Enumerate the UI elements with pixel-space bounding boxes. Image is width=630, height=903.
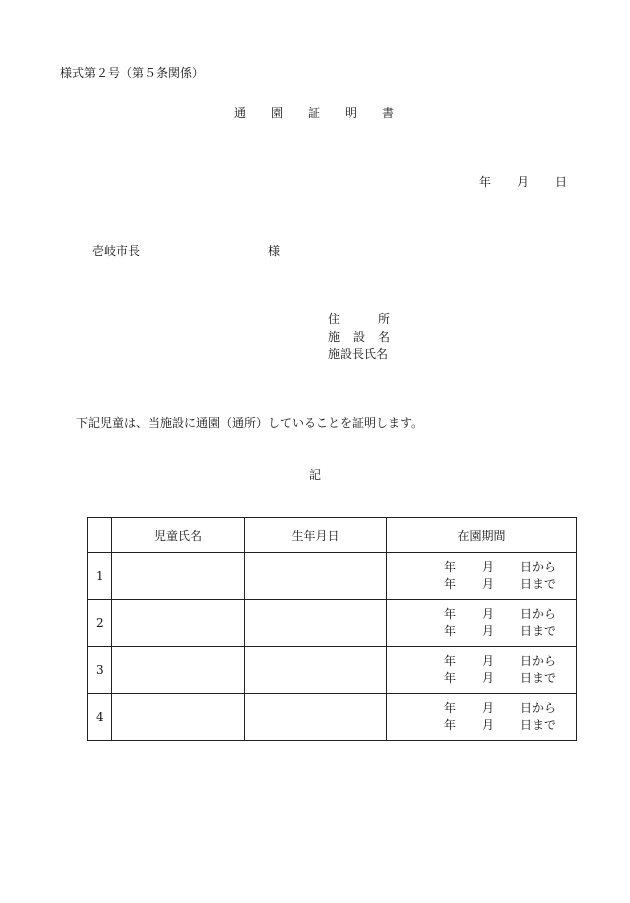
period-from	[444, 559, 558, 576]
year-label: 年	[444, 560, 457, 574]
period-to	[444, 576, 558, 593]
date-year-label: 年	[479, 175, 492, 189]
day-from-label: 日から	[520, 560, 557, 574]
address-label	[328, 312, 390, 326]
year-label: 年	[444, 654, 457, 668]
table-row	[88, 647, 577, 694]
title-char: 書	[381, 106, 394, 120]
month-label: 月	[482, 577, 495, 591]
header-enrollment-period: 在園期間	[387, 518, 577, 553]
day-from-label: 日から	[520, 701, 557, 715]
month-label: 月	[482, 718, 495, 732]
birth-date-cell	[245, 600, 387, 647]
birth-date-cell	[245, 694, 387, 741]
period-from	[444, 653, 558, 670]
day-from-label: 日から	[520, 654, 557, 668]
period-to	[444, 717, 558, 734]
date-month-label: 月	[516, 175, 529, 189]
day-to-label: 日まで	[520, 671, 557, 685]
table-row	[88, 600, 577, 647]
year-label: 年	[444, 624, 457, 638]
year-label: 年	[444, 718, 457, 732]
recipient-name: 壱岐市長	[92, 244, 141, 258]
row-number: 3	[88, 647, 112, 694]
table-header-row	[88, 518, 577, 553]
row-number: 1	[88, 553, 112, 600]
recipient-honorific: 様	[268, 244, 281, 258]
year-label: 年	[444, 671, 457, 685]
day-to-label: 日まで	[520, 577, 557, 591]
period-from	[444, 700, 558, 717]
address-label-char: 所	[377, 312, 390, 326]
children-table	[87, 517, 577, 741]
day-to-label: 日まで	[520, 718, 557, 732]
header-birth-date: 生年月日	[245, 518, 387, 553]
row-number: 2	[88, 600, 112, 647]
child-name-cell	[112, 600, 245, 647]
director-name-label: 施設長氏名	[328, 347, 389, 361]
month-label: 月	[482, 701, 495, 715]
month-label: 月	[482, 560, 495, 574]
header-child-name: 児童氏名	[112, 518, 245, 553]
title-char: 証	[307, 106, 320, 120]
title-char: 園	[270, 106, 283, 120]
month-label: 月	[482, 671, 495, 685]
period-cell	[387, 553, 577, 600]
year-label: 年	[444, 577, 457, 591]
address-label-char: 住	[328, 312, 341, 326]
month-label: 月	[482, 624, 495, 638]
facility-name-label-char: 名	[377, 330, 390, 344]
child-name-cell	[112, 553, 245, 600]
child-name-cell	[112, 694, 245, 741]
facility-name-label-char: 設	[352, 330, 365, 344]
year-label: 年	[444, 701, 457, 715]
period-cell	[387, 647, 577, 694]
title-char: 明	[344, 106, 357, 120]
table-row	[88, 553, 577, 600]
date-line	[479, 175, 567, 189]
header-number	[88, 518, 112, 553]
table-row	[88, 694, 577, 741]
period-to	[444, 623, 558, 640]
form-number: 様式第２号（第５条関係）	[60, 66, 205, 80]
row-number: 4	[88, 694, 112, 741]
facility-name-label-char: 施	[328, 330, 341, 344]
month-label: 月	[482, 654, 495, 668]
birth-date-cell	[245, 647, 387, 694]
document-title	[234, 106, 394, 120]
day-to-label: 日まで	[520, 624, 557, 638]
period-from	[444, 606, 558, 623]
year-label: 年	[444, 607, 457, 621]
month-label: 月	[482, 607, 495, 621]
ki-heading: 記	[309, 468, 322, 482]
period-cell	[387, 694, 577, 741]
period-to	[444, 670, 558, 687]
period-cell	[387, 600, 577, 647]
facility-name-label	[328, 330, 390, 344]
day-from-label: 日から	[520, 607, 557, 621]
birth-date-cell	[245, 553, 387, 600]
title-char: 通	[234, 106, 247, 120]
child-name-cell	[112, 647, 245, 694]
certification-statement: 下記児童は、当施設に通園（通所）していることを証明します。	[76, 416, 424, 430]
date-day-label: 日	[554, 175, 567, 189]
